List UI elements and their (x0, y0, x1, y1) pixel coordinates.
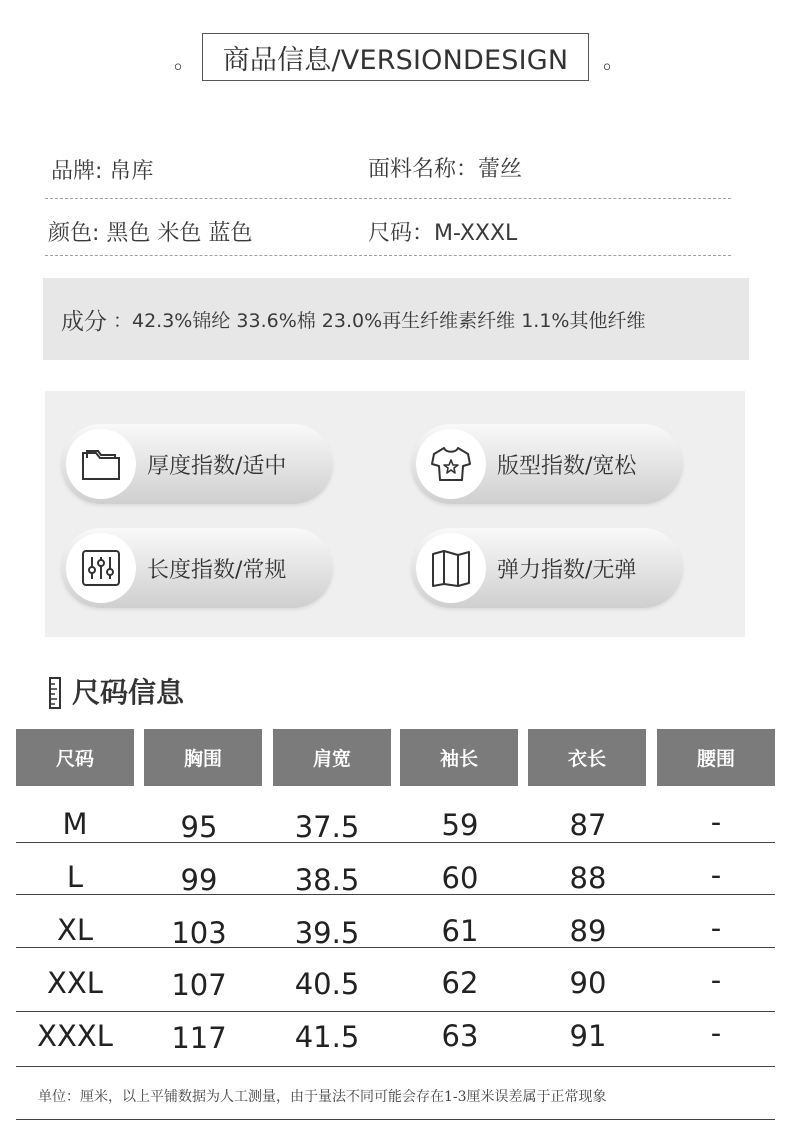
measurement-note: 单位：厘米，以上平铺数据为人工测量，由于量法不同可能会存在1-3厘米误差属于正常现象 (38, 1089, 607, 1105)
index-panel (45, 391, 745, 637)
table-cell: 39.5 (294, 916, 360, 950)
column-header: 腰围 (657, 729, 775, 786)
row-divider (16, 947, 775, 948)
table-cell: 60 (441, 861, 479, 895)
ruler-icon (49, 677, 63, 709)
table-cell: 95 (180, 810, 218, 844)
row-divider (16, 842, 775, 843)
row-divider (16, 1011, 775, 1012)
table-cell: 61 (441, 914, 479, 948)
table-cell: - (710, 805, 722, 839)
composition-value: ：42.3%锦纶 33.6%棉 23.0%再生纤维素纤维 1.1%其他纤维 (113, 309, 646, 332)
page-title: 商品信息/VERSIONDESIGN (202, 33, 589, 81)
row-divider (16, 1119, 775, 1120)
table-cell: 59 (441, 808, 479, 842)
tshirt-icon (416, 429, 486, 499)
table-cell: 117 (171, 1021, 227, 1055)
table-cell: - (710, 911, 722, 945)
table-cell: XXXL (37, 1019, 113, 1053)
table-cell: 103 (171, 916, 227, 950)
table-cell: XL (56, 913, 94, 947)
fold-map-icon (416, 533, 486, 603)
color-info: 颜色: 黑色 米色 蓝色 (48, 221, 253, 246)
table-cell: 37.5 (294, 810, 360, 844)
brand-info: 品牌: 帛库 (51, 159, 154, 184)
length-index-pill (61, 528, 333, 608)
column-header: 尺码 (16, 729, 134, 786)
folder-icon (66, 429, 136, 499)
table-cell: - (710, 1016, 722, 1050)
thickness-index-label: 厚度指数/适中 (147, 454, 287, 479)
table-cell: M (62, 807, 88, 841)
divider (45, 255, 731, 256)
column-header: 衣长 (528, 729, 646, 786)
fit-index-label: 版型指数/宽松 (497, 454, 637, 479)
length-index-label: 长度指数/常规 (147, 558, 287, 583)
fit-index-pill (411, 424, 683, 504)
table-cell: 91 (569, 1019, 607, 1053)
column-header: 袖长 (400, 729, 518, 786)
table-cell: 89 (569, 914, 607, 948)
thickness-index-pill (61, 424, 333, 504)
sliders-icon (66, 533, 136, 603)
column-header: 胸围 (144, 729, 262, 786)
table-cell: XXL (47, 966, 103, 1000)
header-dot-right: 。 (603, 49, 626, 74)
table-cell: 90 (569, 966, 607, 1000)
size-range-info: 尺码：M-XXXL (368, 221, 518, 246)
table-cell: 63 (441, 1019, 479, 1053)
fabric-info: 面料名称：蕾丝 (368, 157, 523, 182)
composition-bar (43, 278, 749, 360)
composition-label: 成分 (61, 308, 107, 335)
elasticity-index-label: 弹力指数/无弹 (497, 558, 637, 583)
table-cell: 41.5 (294, 1020, 360, 1054)
table-cell: 107 (171, 968, 227, 1002)
divider (45, 198, 731, 199)
table-cell: 88 (569, 861, 607, 895)
table-cell: 38.5 (294, 863, 360, 897)
table-cell: 62 (441, 966, 479, 1000)
row-divider (16, 1066, 775, 1067)
table-cell: L (66, 860, 84, 894)
header-dot-left: 。 (174, 49, 197, 74)
table-cell: 40.5 (294, 967, 360, 1001)
size-section-title: 尺码信息 (72, 676, 185, 709)
row-divider (16, 894, 775, 895)
elasticity-index-pill (411, 528, 683, 608)
table-cell: - (710, 858, 722, 892)
column-header: 肩宽 (273, 729, 391, 786)
table-cell: - (710, 963, 722, 997)
table-cell: 99 (180, 863, 218, 897)
table-cell: 87 (569, 808, 607, 842)
